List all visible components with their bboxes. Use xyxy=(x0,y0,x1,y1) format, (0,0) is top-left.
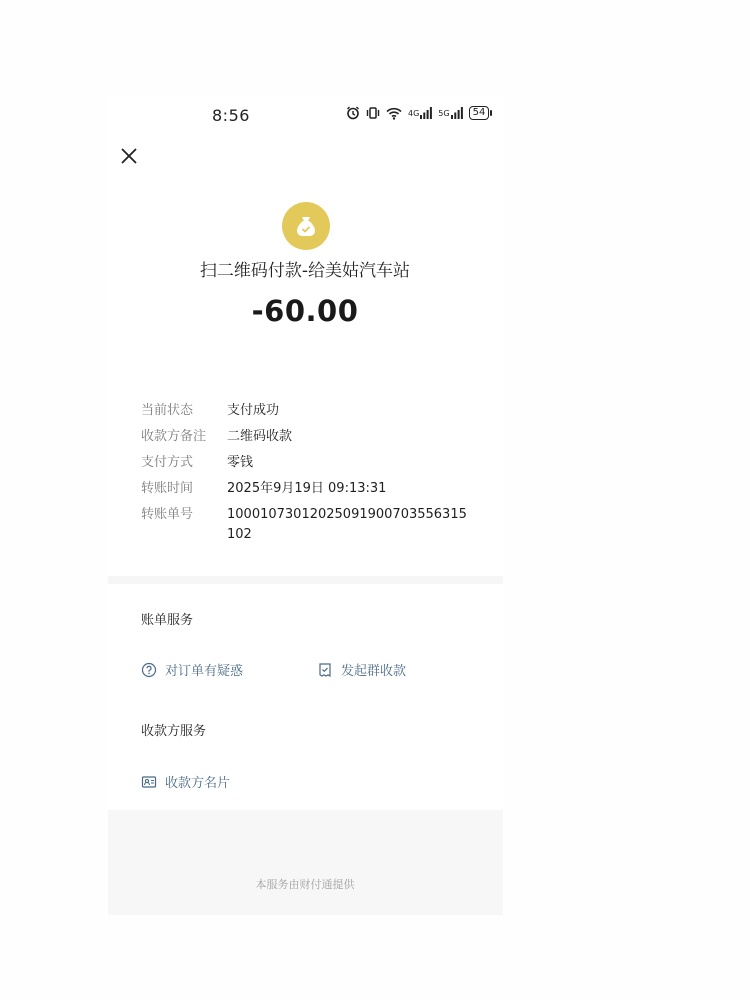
detail-value: 支付成功 xyxy=(227,403,280,418)
detail-label: 转账时间 xyxy=(141,481,194,496)
payment-amount: -60.00 xyxy=(251,294,359,328)
alarm-icon xyxy=(346,106,360,120)
bill-services-title: 账单服务 xyxy=(141,613,194,628)
detail-label: 支付方式 xyxy=(141,455,194,470)
detail-row-payee-note xyxy=(141,424,501,450)
status-icons xyxy=(346,106,489,120)
merchant-name: 扫二维码付款-给美姑汽车站 xyxy=(199,261,411,281)
question-icon xyxy=(141,662,157,678)
receipt-icon xyxy=(317,662,333,678)
section-divider xyxy=(108,576,503,584)
order-question-link[interactable] xyxy=(141,660,243,679)
order-question-label: 对订单有疑惑 xyxy=(165,664,244,679)
status-time: 8:56 xyxy=(212,106,250,125)
signal-4g-icon xyxy=(408,107,432,119)
detail-label: 转账单号 xyxy=(141,507,194,522)
payee-services-title: 收款方服务 xyxy=(141,724,207,739)
money-bag-icon xyxy=(292,212,320,240)
wifi-icon xyxy=(386,107,402,120)
detail-label: 收款方备注 xyxy=(141,429,207,444)
payee-card-link[interactable] xyxy=(141,772,230,791)
close-icon xyxy=(119,146,139,166)
detail-value: 零钱 xyxy=(227,455,254,470)
detail-row-payment-method xyxy=(141,450,501,476)
signal-5g-icon xyxy=(438,107,462,119)
id-card-icon xyxy=(141,774,157,790)
payee-card-label: 收款方名片 xyxy=(165,776,231,791)
detail-value: 二维码收款 xyxy=(227,429,293,444)
network-4g-label: 4G xyxy=(408,108,420,118)
footer-band xyxy=(108,810,503,915)
detail-row-order-number xyxy=(141,502,501,545)
transaction-details xyxy=(141,398,501,545)
group-collect-link[interactable] xyxy=(317,660,406,679)
vibrate-icon xyxy=(366,106,380,120)
detail-label: 当前状态 xyxy=(141,403,194,418)
detail-row-status xyxy=(141,398,501,424)
detail-value[interactable]: 100010730120250919007035563151​02 xyxy=(227,507,467,542)
detail-value: 2025年9月19日 09:13:31 xyxy=(227,481,387,496)
footer-text: 本服务由财付通提供 xyxy=(255,878,355,891)
close-button[interactable] xyxy=(119,146,139,166)
battery-indicator: 54 xyxy=(469,106,490,120)
group-collect-label: 发起群收款 xyxy=(341,664,407,679)
detail-row-transfer-time xyxy=(141,476,501,502)
merchant-logo xyxy=(282,202,330,250)
network-5g-label: 5G xyxy=(438,108,450,118)
